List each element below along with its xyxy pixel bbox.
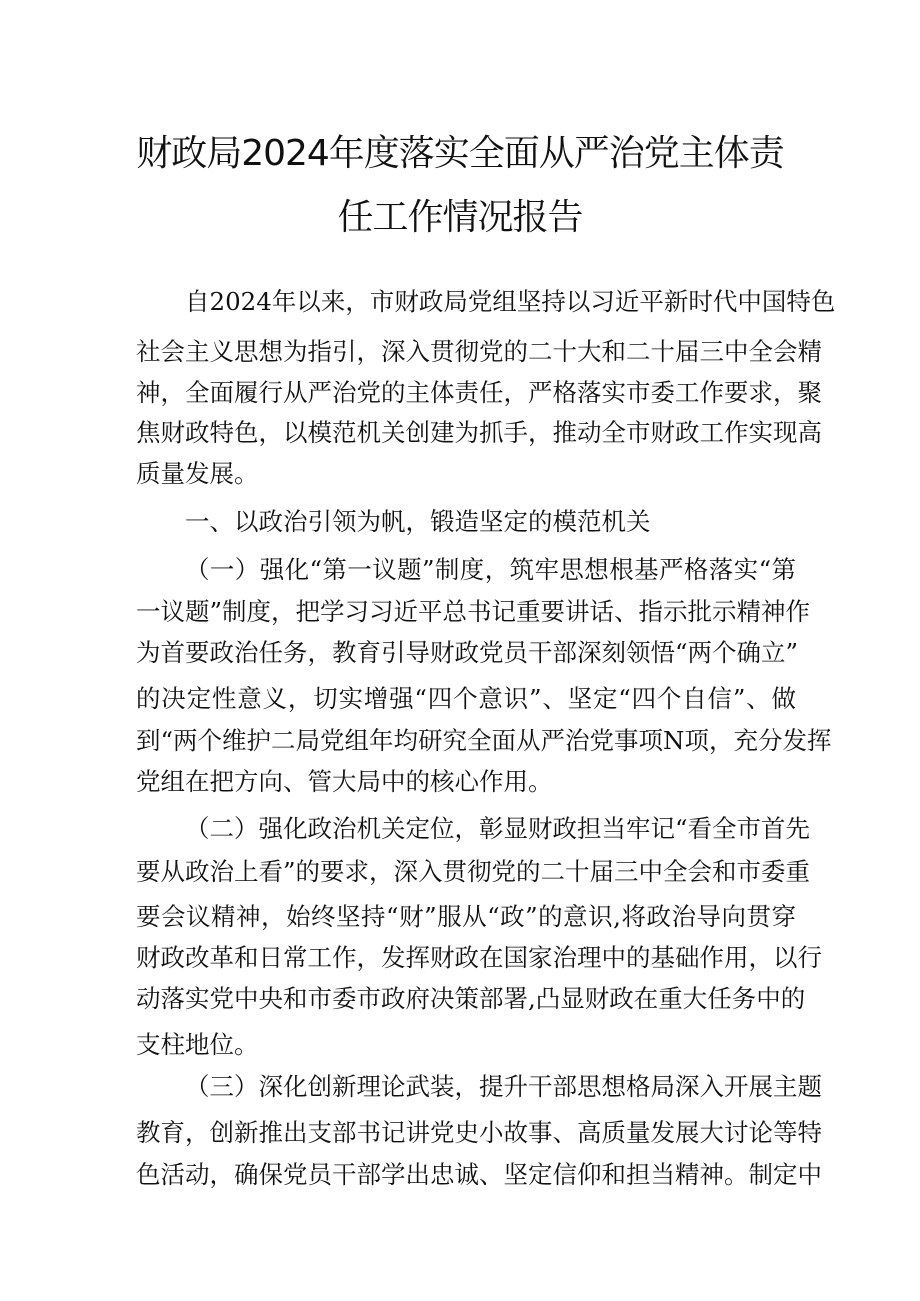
para-1-line-2: 一议题”制度，把学习习近平总书记重要讲话、指示批示精神作 bbox=[136, 597, 811, 626]
para-1-line-6: 党组在把方向、管大局中的核心作用。 bbox=[136, 767, 553, 796]
intro-line-5: 质量发展。 bbox=[136, 459, 259, 488]
para-2-line-2: 要从政治上看”的要求，深入贯彻党的二十届三中全会和市委重 bbox=[136, 857, 811, 886]
para-2-line-4: 财政改革和日常工作，发挥财政在国家治理中的基础作用，以行 bbox=[136, 943, 822, 972]
document-title-line-2: 任工作情况报告 bbox=[337, 197, 583, 238]
para-2-line-5: 动落实党中央和市委市政府决策部署,凸显财政在重大任务中的 bbox=[136, 984, 806, 1013]
para-2-line-6: 支柱地位。 bbox=[136, 1030, 259, 1059]
document-title-line-1: 财政局2024年度落实全面从严治党主体责 bbox=[136, 133, 784, 174]
para-1-line-5: 到“两个维护二局党组年均研究全面从严治党事项N项，充分发挥 bbox=[136, 726, 832, 755]
para-3-line-1: （三）深化创新理论武装，提升干部思想格局深入开展主题 bbox=[185, 1072, 822, 1101]
intro-line-4: 焦财政特色，以模范机关创建为抓手，推动全市财政工作实现高 bbox=[136, 418, 822, 447]
para-2-line-1: （二）强化政治机关定位，彰显财政担当牢记“看全市首先 bbox=[185, 814, 811, 843]
para-1-line-3: 为首要政治任务，教育引导财政党员干部深刻领悟“两个确立” bbox=[136, 638, 799, 667]
intro-line-2: 社会主义思想为指引，深入贯彻党的二十大和二十届三中全会精 bbox=[136, 337, 822, 366]
para-2-line-3: 要会议精神，始终坚持“财”服从“政”的意识,将政治导向贯穿 bbox=[136, 902, 796, 931]
intro-line-1: 自2024年以来，市财政局党组坚持以习近平新时代中国特色 bbox=[185, 287, 836, 316]
para-3-line-2: 教育，创新推出支部书记讲党史小故事、高质量发展大讨论等特 bbox=[136, 1118, 822, 1147]
para-1-line-4: 的决定性意义，切实增强“四个意识”、坚定“四个自信”、做 bbox=[136, 684, 796, 713]
para-1-line-1: （一）强化“第一议题”制度，筑牢思想根基严格落实“第 bbox=[185, 555, 796, 584]
section-1-heading: 一、以政治引领为帆，锻造坚定的模范机关 bbox=[185, 507, 651, 536]
intro-line-3: 神，全面履行从严治党的主体责任，严格落实市委工作要求，聚 bbox=[136, 378, 822, 407]
para-3-line-3: 色活动，确保党员干部学出忠诚、坚定信仰和担当精神。制定中 bbox=[136, 1160, 822, 1189]
